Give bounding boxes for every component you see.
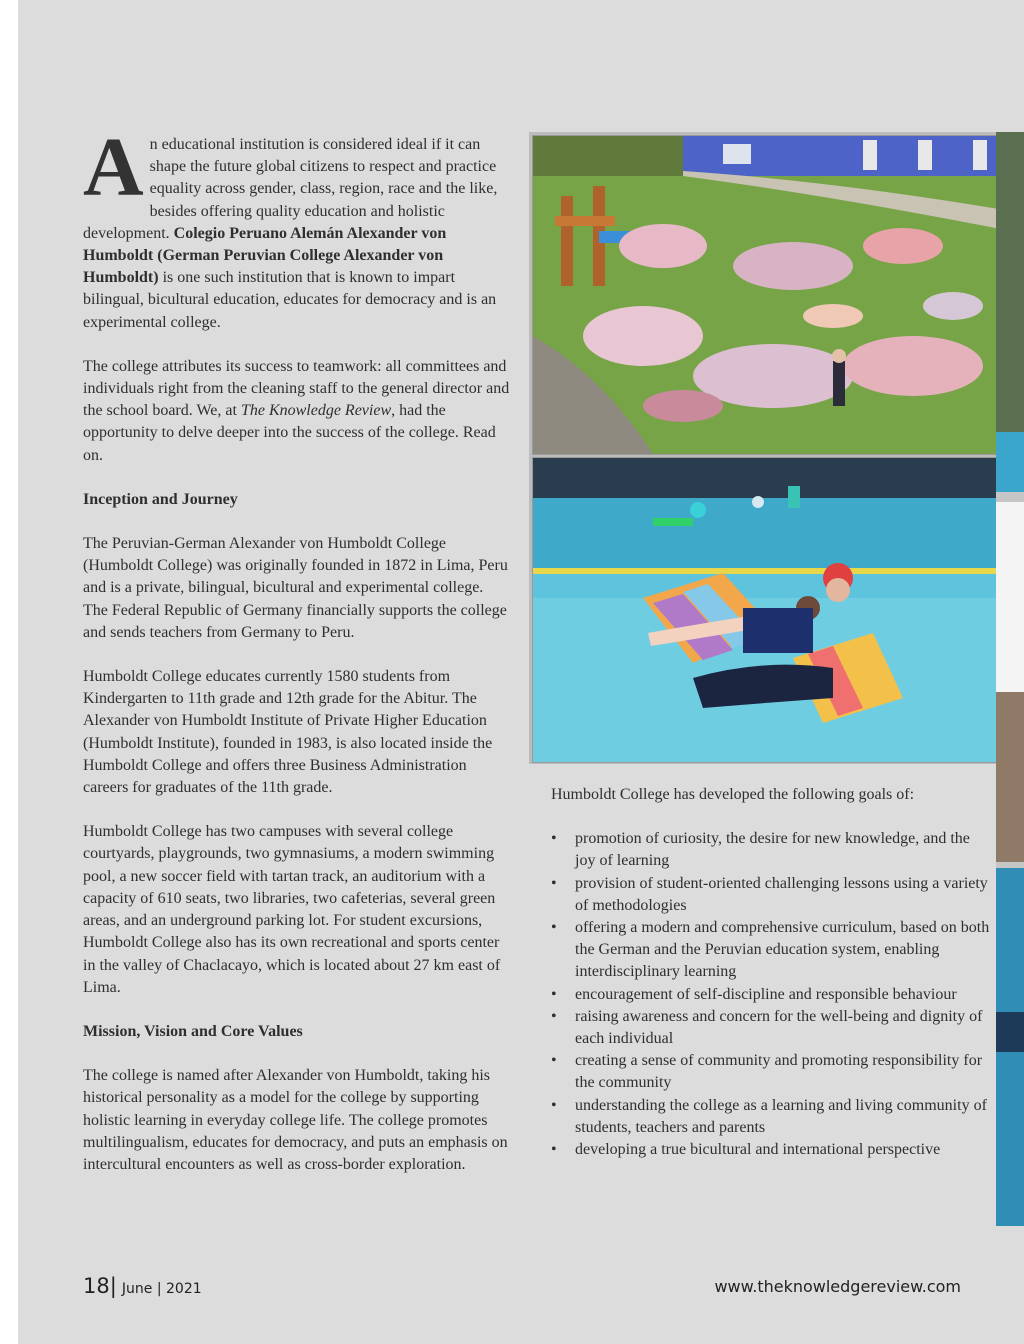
article-left-column: [83, 121, 511, 1198]
list-item: • provision of student-oriented challenging lessons using a variety of methodologies: [551, 873, 991, 917]
list-item: • encouragement of self-discipline and responsible behaviour: [551, 984, 991, 1006]
footer-separator: |: [109, 1274, 117, 1298]
teamwork-text-end: , had the opportunity to delve deeper into the success of the college. Read on.: [83, 402, 496, 464]
teamwork-text: The college attributes its success to teamwork: all committees and individuals right from the cleaning staff to the general director and the school board. We, at: [83, 357, 510, 420]
list-item: • offering a modern and comprehensive curriculum, based on both the German and the Peruvian education system, enabling interdisciplinary learning: [551, 917, 991, 984]
website-url: www.theknowledgereview.com: [714, 1277, 961, 1296]
paragraph-namesake: The college is named after Alexander von Humboldt, taking his historical personality as a model for the college by supporting holistic learning in everyday college life. The college promotes multilingualism, educates for democracy, and puts an emphasis on intercultural encounters as well as cross-border exploration.: [83, 1067, 508, 1173]
intro-text: n educational institution is considered ideal if it can shape the future global citizens to respect and practice equality across gender, class, region, race and the like, besides offering quality education and holistic development.: [83, 136, 498, 242]
list-item: • developing a true bicultural and international perspective: [551, 1139, 991, 1161]
photo-swimming-pool: [532, 457, 1012, 763]
paragraph-founding: The Peruvian-German Alexander von Humboldt College (Humboldt College) was originally founded in 1872 in Lima, Peru and is a private, bilingual, bicultural and experimental college. The Federal Republic of Germany financially supports the college and sends teachers from Germany to Peru.: [83, 535, 508, 641]
adjacent-page-image: [996, 132, 1024, 1226]
intro-text-end: is one such institution that is known to impart bilingual, bicultural education, educates for democracy and is an experimental college.: [83, 269, 497, 331]
goals-intro: Humboldt College has developed the following goals of:: [551, 786, 915, 803]
list-item: • raising awareness and concern for the well-being and dignity of each individual: [551, 1006, 991, 1050]
pool-scene-image: [533, 458, 1011, 762]
list-item: • understanding the college as a learning and living community of students, teachers and parents: [551, 1095, 991, 1139]
lawn-scene-image: [533, 136, 1011, 454]
list-item: • promotion of curiosity, the desire for new knowledge, and the joy of learning: [551, 828, 991, 872]
paragraph-students: Humboldt College educates currently 1580 students from Kindergarten to 11th grade and 12th grade for the Abitur. The Alexander von Humboldt Institute of Private Higher Education (Humboldt Institute), founded in 1983, is also located inside the Humboldt College and offers three Business Administration careers for graduates of the 11th grade.: [83, 668, 493, 797]
drop-cap: A: [83, 121, 144, 214]
photo-children-on-lawn: [532, 135, 1012, 455]
goals-list: [551, 828, 991, 1161]
next-page-edge: [996, 132, 1024, 1226]
paragraph-campuses: Humboldt College has two campuses with several college courtyards, playgrounds, two gymnasiums, a modern swimming pool, a new soccer field with tartan track, an auditorium with a capacity of 610 seats, two libraries, two cafeterias, several green areas, and an underground parking lot. For student excursions, Humboldt College also has its own recreational and sports center in the valley of Chaclacayo, which is located about 27 km east of Lima.: [83, 823, 501, 996]
page-footer-info: [83, 1274, 202, 1298]
heading-mission: Mission, Vision and Core Values: [83, 1022, 303, 1040]
intro-paragraph: [83, 121, 511, 334]
issue-date: June | 2021: [121, 1281, 202, 1297]
photo-panel: [529, 132, 1012, 764]
paragraph-teamwork: [83, 356, 511, 467]
list-item: • creating a sense of community and promoting responsibility for the community: [551, 1050, 991, 1094]
college-name: Colegio Peruano Alemán Alexander von Humboldt (German Peruvian College Alexander von Humboldt): [83, 224, 447, 287]
magazine-name: The Knowledge Review: [240, 402, 392, 420]
magazine-page: [18, 0, 1024, 1344]
page-number: 18: [83, 1274, 110, 1298]
heading-inception: Inception and Journey: [83, 490, 238, 508]
goals-column: [551, 784, 991, 1161]
